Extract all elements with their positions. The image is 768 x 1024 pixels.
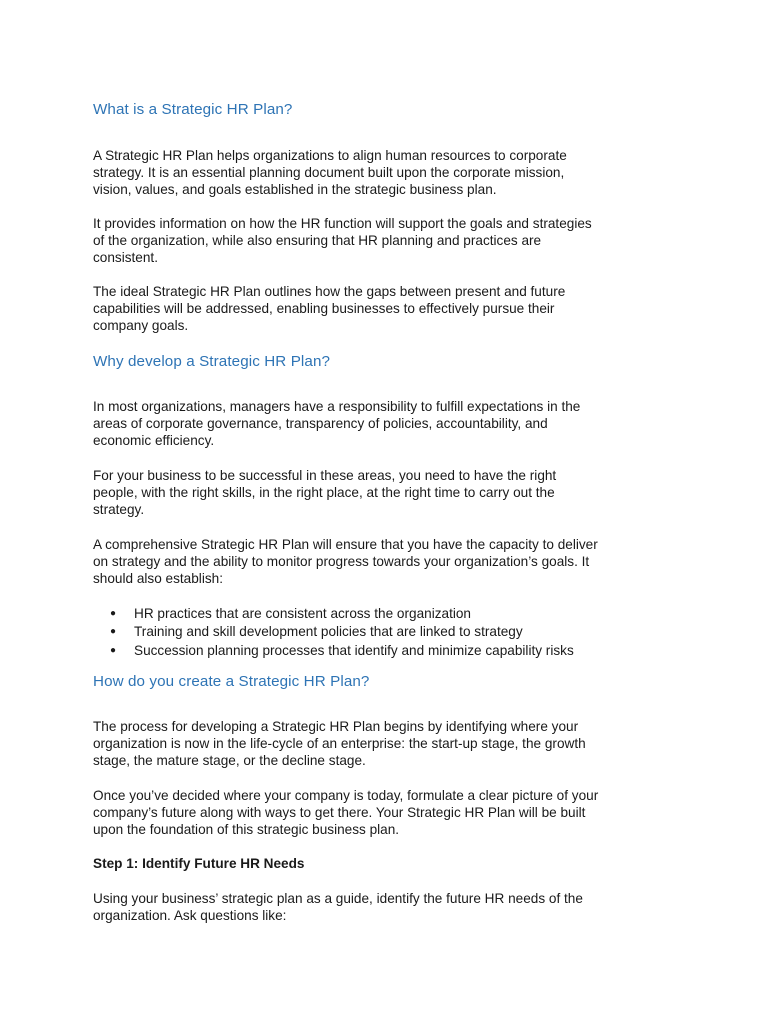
- paragraph: [93, 890, 583, 924]
- bullet-icon: ●: [110, 608, 117, 619]
- heading-what-is: [93, 101, 292, 119]
- paragraph-line: A Strategic HR Plan helps organizations to align human resources to corporate: [93, 148, 567, 163]
- paragraph: [93, 283, 565, 334]
- step-1-heading: Step 1: Identify Future HR Needs: [93, 856, 305, 871]
- paragraph-line: In most organizations, managers have a responsibility to fulfill expectations in the: [93, 399, 581, 414]
- paragraph-line: strategy. It is an essential planning document built upon the corporate mission,: [93, 165, 565, 180]
- paragraph-line: strategy.: [93, 502, 145, 517]
- paragraph: [93, 536, 598, 587]
- paragraph-line: people, with the right skills, in the right place, at the right time to carry out the: [93, 485, 555, 500]
- list-item-text: Training and skill development policies that are linked to strategy: [134, 624, 523, 640]
- paragraph: [93, 718, 586, 769]
- section-heading: How do you create a Strategic HR Plan?: [93, 673, 370, 690]
- paragraph: [93, 147, 567, 198]
- list-item-text: Succession planning processes that identify and minimize capability risks: [134, 642, 574, 658]
- paragraph: [93, 467, 556, 518]
- list-item-text: HR practices that are consistent across the organization: [134, 606, 471, 621]
- paragraph-line: upon the foundation of this strategic business plan.: [93, 822, 400, 837]
- bullet-icon: ●: [110, 644, 117, 656]
- list-item: [93, 605, 683, 623]
- bullet-list: [93, 605, 683, 660]
- list-item: [93, 623, 683, 641]
- paragraph-line: Using your business’ strategic plan as a guide, identify the future HR needs of the: [93, 891, 583, 906]
- heading-why-develop: [93, 353, 330, 371]
- paragraph-line: company’s future along with ways to get there. Your Strategic HR Plan will be built: [93, 805, 586, 820]
- step-heading: [93, 855, 305, 872]
- paragraph-line: stage, the mature stage, or the decline stage.: [93, 753, 366, 768]
- paragraph-line: organization. Ask questions like:: [93, 908, 287, 923]
- paragraph-line: Once you’ve decided where your company is today, formulate a clear picture of your: [93, 788, 599, 803]
- paragraph: [93, 215, 592, 266]
- paragraph: [93, 398, 580, 449]
- bullet-icon: ●: [110, 626, 117, 638]
- section-heading: What is a Strategic HR Plan?: [93, 101, 293, 118]
- paragraph-line: organization is now in the life-cycle of an enterprise: the start-up stage, the growth: [93, 736, 586, 751]
- paragraph: [93, 787, 598, 838]
- paragraph-line: The ideal Strategic HR Plan outlines how the gaps between present and future: [93, 284, 566, 299]
- section-heading: Why develop a Strategic HR Plan?: [93, 353, 331, 370]
- paragraph-line: It provides information on how the HR function will support the goals and strategies: [93, 216, 592, 231]
- paragraph-line: The process for developing a Strategic HR Plan begins by identifying where your: [93, 719, 579, 734]
- paragraph-line: economic efficiency.: [93, 433, 215, 448]
- paragraph-line: company goals.: [93, 318, 189, 333]
- paragraph-line: A comprehensive Strategic HR Plan will ensure that you have the capacity to deliver: [93, 537, 598, 552]
- paragraph-line: consistent.: [93, 250, 158, 265]
- heading-how-create: [93, 673, 369, 691]
- paragraph-line: should also establish:: [93, 571, 223, 586]
- paragraph-line: areas of corporate governance, transparency of policies, accountability, and: [93, 416, 548, 431]
- paragraph-line: of the organization, while also ensuring that HR planning and practices are: [93, 233, 542, 248]
- paragraph-line: vision, values, and goals established in the strategic business plan.: [93, 182, 497, 197]
- paragraph-line: capabilities will be addressed, enabling businesses to effectively pursue their: [93, 301, 555, 316]
- list-item: [93, 642, 683, 660]
- paragraph-line: For your business to be successful in these areas, you need to have the right: [93, 468, 557, 483]
- paragraph-line: on strategy and the ability to monitor progress towards your organization’s goals. It: [93, 554, 590, 569]
